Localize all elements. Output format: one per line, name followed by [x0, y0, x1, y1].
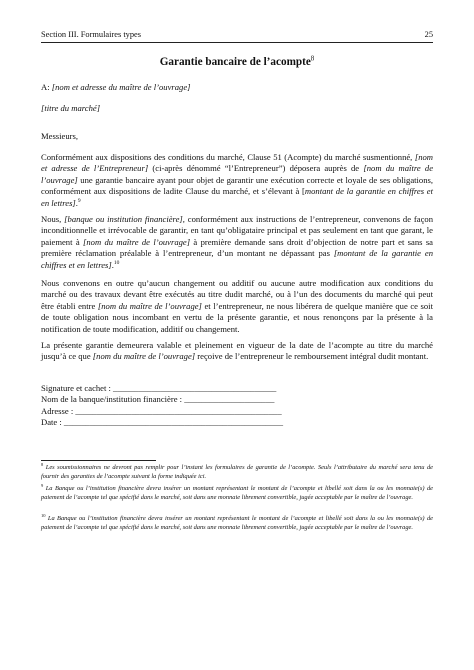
document-title	[0, 56, 474, 68]
p3-text-1: Nous convenons en outre qu’aucun changement ou additif ou aucune autre modification aux conditions du marché ou des travaux devant être exécutés au titre dudit marché, ou à l’un des documents du marché qui peut être établi entre	[41, 278, 433, 311]
paragraph-4	[41, 340, 433, 363]
footnote-number: 9	[41, 482, 44, 488]
bank-name-line: Nom de la banque/institution financière : _____________________	[41, 394, 275, 405]
addressee-prefix: A:	[41, 82, 50, 92]
p2-text-2: , conformément aux instructions de l’entrepreneur, convenons de façon inconditionnelle et irrévocable de garantir, en tant qu’obligataire principal et pas seulement en tant que garant, le paiement à	[41, 214, 433, 247]
p2-placeholder-1: [banque ou institution financière]	[64, 214, 183, 224]
title-footnote-ref: 8	[310, 54, 315, 63]
footnote-8	[41, 463, 433, 481]
p1-placeholder-1: [nom et adresse de l’Entrepreneur]	[41, 152, 433, 174]
market-title-placeholder: [titre du marché]	[41, 103, 101, 113]
addressee-placeholder: [nom et adresse du maître de l’ouvrage]	[51, 82, 191, 92]
p4-text-1: La présente garantie demeurera valable et pleinement en vigueur de la date de l’acompte au titre du marché jusqu’à ce que	[41, 340, 433, 362]
p2-text-3: à première demande sans droit d’objection de notre part et sans sa première réclamation préalable à l’entrepreneur, d’un montant ne dépassant pas	[41, 236, 433, 259]
footnote-text: Les soumissionnaires ne devront pas remplir pour l’instant les formulaires de garantie de l’acompte. Seuls l’attributaire du marché sera tenu de fournir des garanties de l’acompte suivant la forme indiquée ici.	[41, 464, 433, 480]
p1-placeholder-3: montant de la garantie en chiffres et en lettres]	[41, 186, 433, 208]
p4-placeholder-1: [nom du maître de l’ouvrage]	[92, 351, 196, 362]
page-header	[41, 30, 433, 43]
p2-placeholder-3: [montant de la garantie en chiffres et en lettres]	[41, 248, 433, 270]
footnote-10	[41, 514, 433, 532]
p1-text-4: .	[75, 197, 78, 208]
market-title-line	[41, 103, 433, 114]
p3-placeholder-1: [nom du maître de l’ouvrage]	[97, 300, 202, 311]
p1-text-2: (ci-après dénommé “l’Entrepreneur”) déposera auprès de	[152, 163, 360, 174]
date-line: Date : ___________________________________________________	[41, 417, 284, 428]
p1-footnote-ref: 9	[77, 197, 81, 204]
p1-placeholder-2: [nom du maître de l’ouvrage]	[41, 163, 434, 185]
addressee-line	[41, 82, 433, 93]
footnote-9	[41, 484, 433, 502]
footnote-number: 10	[41, 512, 46, 518]
signature-line: Signature et cachet : ______________________________________	[41, 383, 277, 393]
paragraph-2	[41, 214, 433, 271]
title-text: Garantie bancaire de l’acompte	[159, 56, 311, 68]
p3-text-2: et l’entrepreneur, ne nous libérera de quelque manière que ce soit de toute obligation nous incombant en vertu de la présente garantie, et nous renonçons par la présente à la notification de toute modification, additif ou changement.	[41, 300, 433, 334]
p1-text-3: une garantie bancaire ayant pour objet de garantir une exécution correcte et loyale de ses obligations, conformément aux dispositions de ladite Clause du marché, et s’élevant à [	[41, 174, 434, 197]
salutation: Messieurs,	[41, 131, 78, 141]
p2-text-1: Nous,	[41, 214, 62, 224]
section-label: Section III. Formulaires types	[41, 30, 142, 39]
footnote-text: La Banque ou l’institution financière devra insérer un montant représentant le montant de l’acompte et libellé soit dans la ou les monnaie(s) de paiement de l’acompte tel que spécifié dans le marché, soit dans une monnaie librement convertible, jugée acceptable par le maître de l’ouvrage.	[41, 515, 433, 531]
paragraph-3	[41, 278, 433, 335]
paragraph-1	[41, 152, 433, 209]
page-number: 25	[424, 30, 433, 39]
p1-text-1: Conformément aux dispositions des conditions du marché, Clause 51 (Acompte) du marché susmentionné,	[41, 152, 413, 162]
p2-footnote-ref: 10	[113, 259, 120, 266]
p2-text-4: .	[111, 259, 114, 270]
signature-block	[41, 383, 433, 429]
p4-text-2: reçoive de l’entrepreneur le remboursement intégral dudit montant.	[197, 351, 429, 362]
footnote-text: La Banque ou l’institution financière devra insérer un montant représentant le montant de l’acompte et libellé soit dans la ou les monnaie(s) de paiement de l’acompte tel que spécifié dans le marché, soit dans une monnaie librement convertible, jugée acceptable par le maître de l’ouvrage.	[41, 485, 433, 501]
footnote-separator	[41, 460, 156, 461]
footnote-number: 8	[41, 461, 44, 467]
p2-placeholder-2: [nom du maître de l’ouvrage]	[83, 236, 191, 247]
address-line: Adresse : ________________________________________________	[41, 405, 282, 416]
